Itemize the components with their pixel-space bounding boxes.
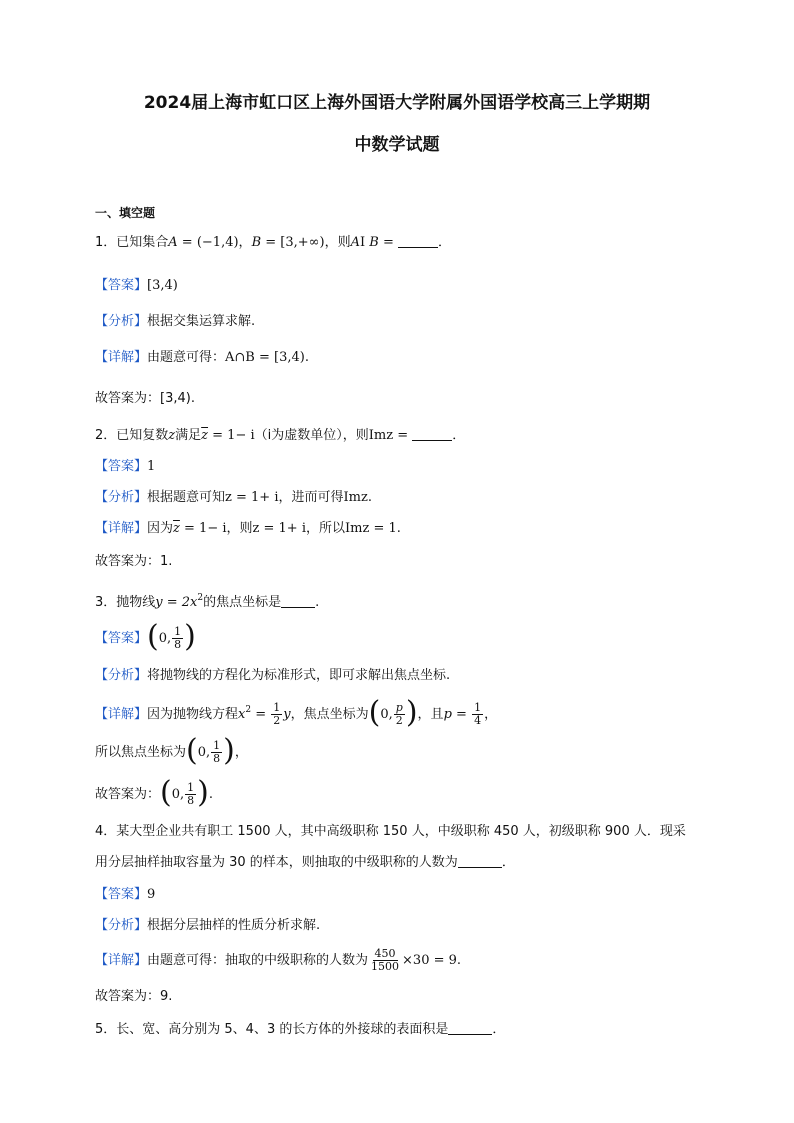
q3-analysis: 【分析】将抛物线的方程化为标准形式，即可求解出焦点坐标. — [95, 668, 451, 683]
question-4-line2: 用分层抽样抽取容量为 30 的样本，则抽取的中级职称的人数为 ． — [95, 855, 515, 870]
q1-analysis: 【分析】根据交集运算求解. — [95, 314, 256, 329]
q3-final: 故答案为：(0, $\frac{1}{8}$ ). — [95, 774, 213, 810]
q1-final: 故答案为：[3,4). — [95, 391, 195, 406]
page-title-line1: 2024届上海市虹口区上海外国语大学附属外国语学校高三上学期期 — [143, 93, 651, 113]
section-heading: 一、填空题 — [95, 206, 156, 220]
answer-blank — [281, 593, 315, 608]
fraction: $\frac{1}{4}$ — [474, 701, 482, 727]
q4-detail: 【详解】由题意可得：抽取的中级职称的人数为 $\frac{450}{1500}$ ×30 = 9. — [95, 947, 462, 973]
question-4-line1: 4．某大型企业共有职工 1500 人，其中高级职称 150 人，中级职称 450 人，初级职称 900 人．现采 — [95, 824, 686, 839]
answer-blank — [448, 1020, 492, 1035]
q4-answer: 【答案】9 — [95, 887, 156, 902]
q4-final: 故答案为：9. — [95, 989, 173, 1004]
question-1: 1．已知集合A = (−1,4)，B = [3,+∞)，则AI B = ． — [95, 235, 451, 250]
answer-blank — [412, 426, 452, 441]
fraction: $\frac{1}{8}$ — [213, 739, 221, 765]
q2-final: 故答案为：1. — [95, 554, 173, 569]
q2-analysis: 【分析】根据题意可知z = 1+ i，进而可得Imz. — [95, 490, 372, 505]
q3-answer: 【答案】(0, $\frac{1}{8}$ ) — [95, 618, 196, 654]
question-2: 2．已知复数z满足$\overline{z} = 1- i(i$为虚数单位），则Imz = ． — [95, 428, 466, 443]
fraction: $\frac{450}{1500}$ — [371, 947, 400, 973]
q4-analysis: 【分析】根据分层抽样的性质分析求解. — [95, 918, 321, 933]
q1-detail: 【详解】由题意可得：A∩B = [3,4). — [95, 350, 309, 365]
answer-blank — [458, 853, 502, 868]
question-5: 5．长、宽、高分别为 5、4、3 的长方体的外接球的表面积是 ． — [95, 1022, 506, 1037]
q3-detail: 【详解】因为抛物线方程$x^2$ = $\frac{1}{2}$ y，焦点坐标为(0, $\frac{p}{2}$ )，且p = $\frac{1}{4}$ ， — [95, 694, 498, 730]
answer-blank — [398, 233, 438, 248]
page-title-line2: 中数学试题 — [354, 135, 440, 155]
fraction: $\frac{1}{8}$ — [174, 625, 182, 651]
q3-so: 所以焦点坐标为(0, $\frac{1}{8}$ )， — [95, 732, 248, 768]
q1-answer: 【答案】[3,4) — [95, 278, 178, 293]
q2-answer: 【答案】1 — [95, 459, 156, 474]
q2-detail: 【详解】因为$\overline{z} = 1- i$，则z = 1+ i，所以Imz = 1. — [95, 521, 401, 536]
question-3: 3．抛物线$y = 2x^2$的焦点坐标是 . — [95, 593, 320, 610]
fraction: $\frac{1}{8}$ — [187, 781, 195, 807]
fraction: $\frac{1}{2}$ — [273, 701, 281, 727]
fraction: $\frac{p}{2}$ — [395, 701, 403, 727]
